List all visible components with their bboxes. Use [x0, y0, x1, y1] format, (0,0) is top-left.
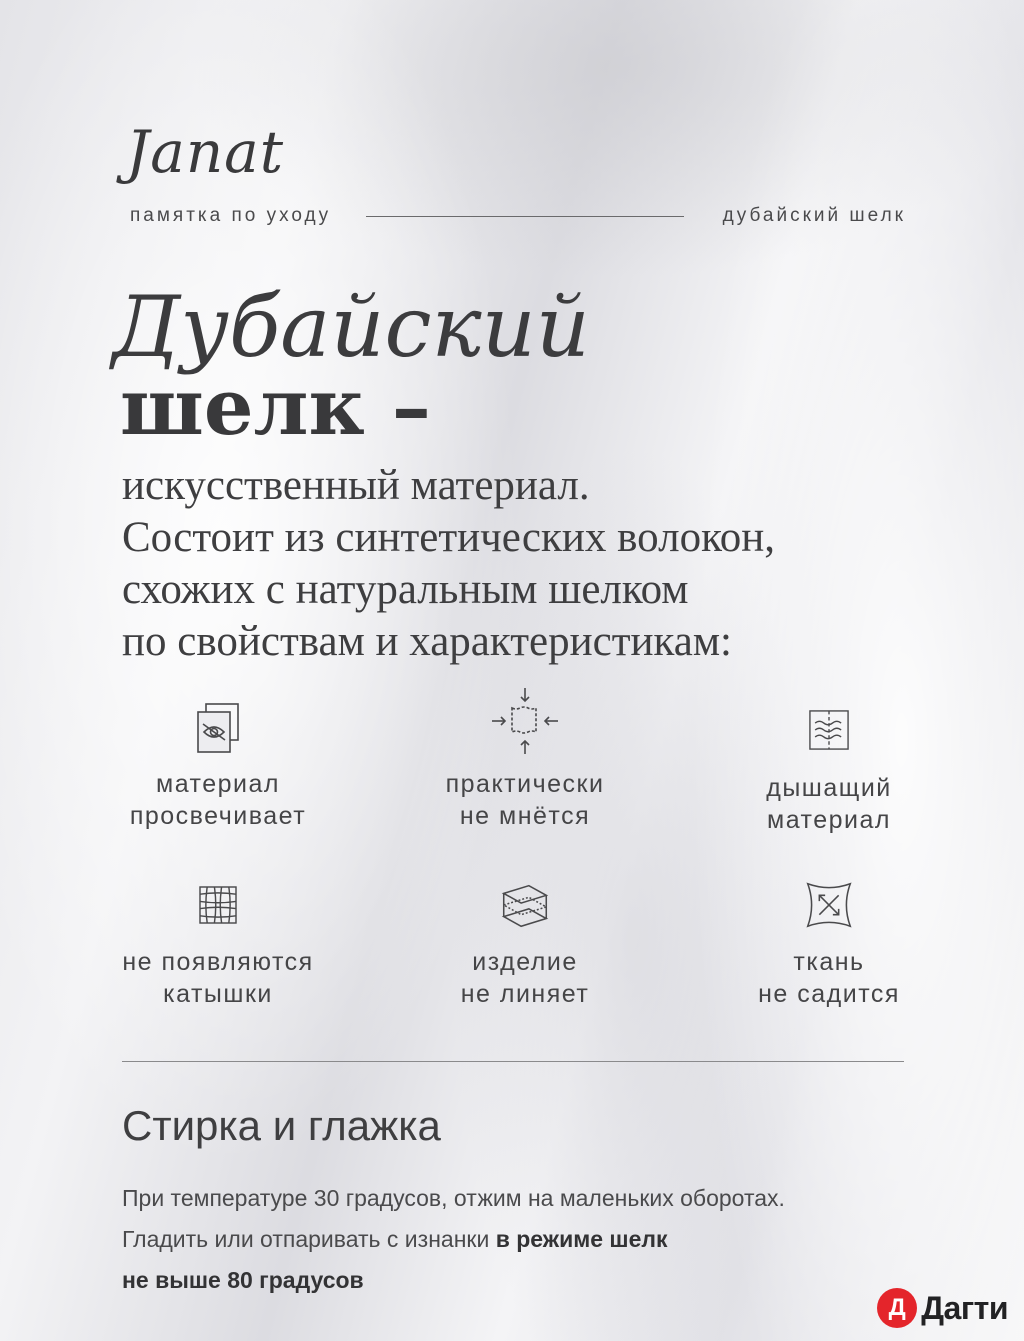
no-shrink-square-icon [800, 876, 858, 934]
feature-label: катышки [163, 980, 273, 1008]
care-line-2-bold: в режиме шелк [495, 1226, 668, 1252]
headline-line-1: Дубайский [112, 278, 590, 376]
watermark [877, 1288, 1008, 1328]
feature-label: изделие [472, 948, 578, 976]
care-line-3-bold: не выше 80 градусов [122, 1267, 364, 1293]
feature-label: практически [445, 770, 605, 798]
feature-no-fading [395, 876, 655, 1010]
feature-no-shrink [699, 876, 959, 1010]
headline-line-2: шелк – [120, 362, 431, 453]
description-line: Состоит из синтетических волокон, [122, 514, 776, 561]
feature-label: ткань [793, 948, 865, 976]
subtitle-right: дубайский шелк [722, 205, 906, 226]
feature-label: не линяет [460, 980, 590, 1008]
feature-wrinkle-free [395, 686, 655, 832]
care-line-2-normal: Гладить или отпаривать с изнанки [122, 1226, 496, 1252]
brand-logo: Janat [126, 118, 285, 186]
watermark-text: Дагти [921, 1289, 1008, 1326]
care-line-2 [122, 1219, 785, 1260]
feature-breathable [699, 704, 959, 836]
feature-label: материал [767, 806, 891, 834]
care-line-1: При температуре 30 градусов, отжим на маленьких оборотах. [122, 1185, 785, 1211]
feature-label: не появляются [122, 948, 314, 976]
care-title: Стирка и глажка [122, 1102, 441, 1149]
description-line: схожих с натуральным шелком [122, 566, 689, 613]
eye-crossed-layers-icon [188, 696, 248, 756]
compress-arrows-icon [490, 686, 560, 756]
watermark-logo-icon: Д [877, 1288, 917, 1328]
description-line: по свойствам и характеристикам: [122, 618, 732, 665]
feature-no-pilling [88, 878, 348, 1010]
feature-label: не садится [758, 980, 900, 1008]
description-line: искусственный материал. [122, 462, 590, 509]
breathable-fabric-icon [803, 704, 855, 756]
feature-label: материал [156, 770, 280, 798]
stacked-layers-icon [496, 876, 554, 934]
feature-label: просвечивает [129, 802, 307, 830]
header-divider-line [366, 216, 684, 217]
section-divider [122, 1061, 904, 1062]
care-instructions [122, 1178, 785, 1301]
care-line-3 [122, 1260, 785, 1301]
subtitle-left: памятка по уходу [130, 205, 332, 226]
feature-label: не мнётся [459, 802, 591, 830]
feature-label: дышащий [766, 774, 892, 802]
feature-translucent [88, 696, 348, 832]
mesh-grid-icon [191, 878, 245, 932]
description [122, 460, 775, 668]
